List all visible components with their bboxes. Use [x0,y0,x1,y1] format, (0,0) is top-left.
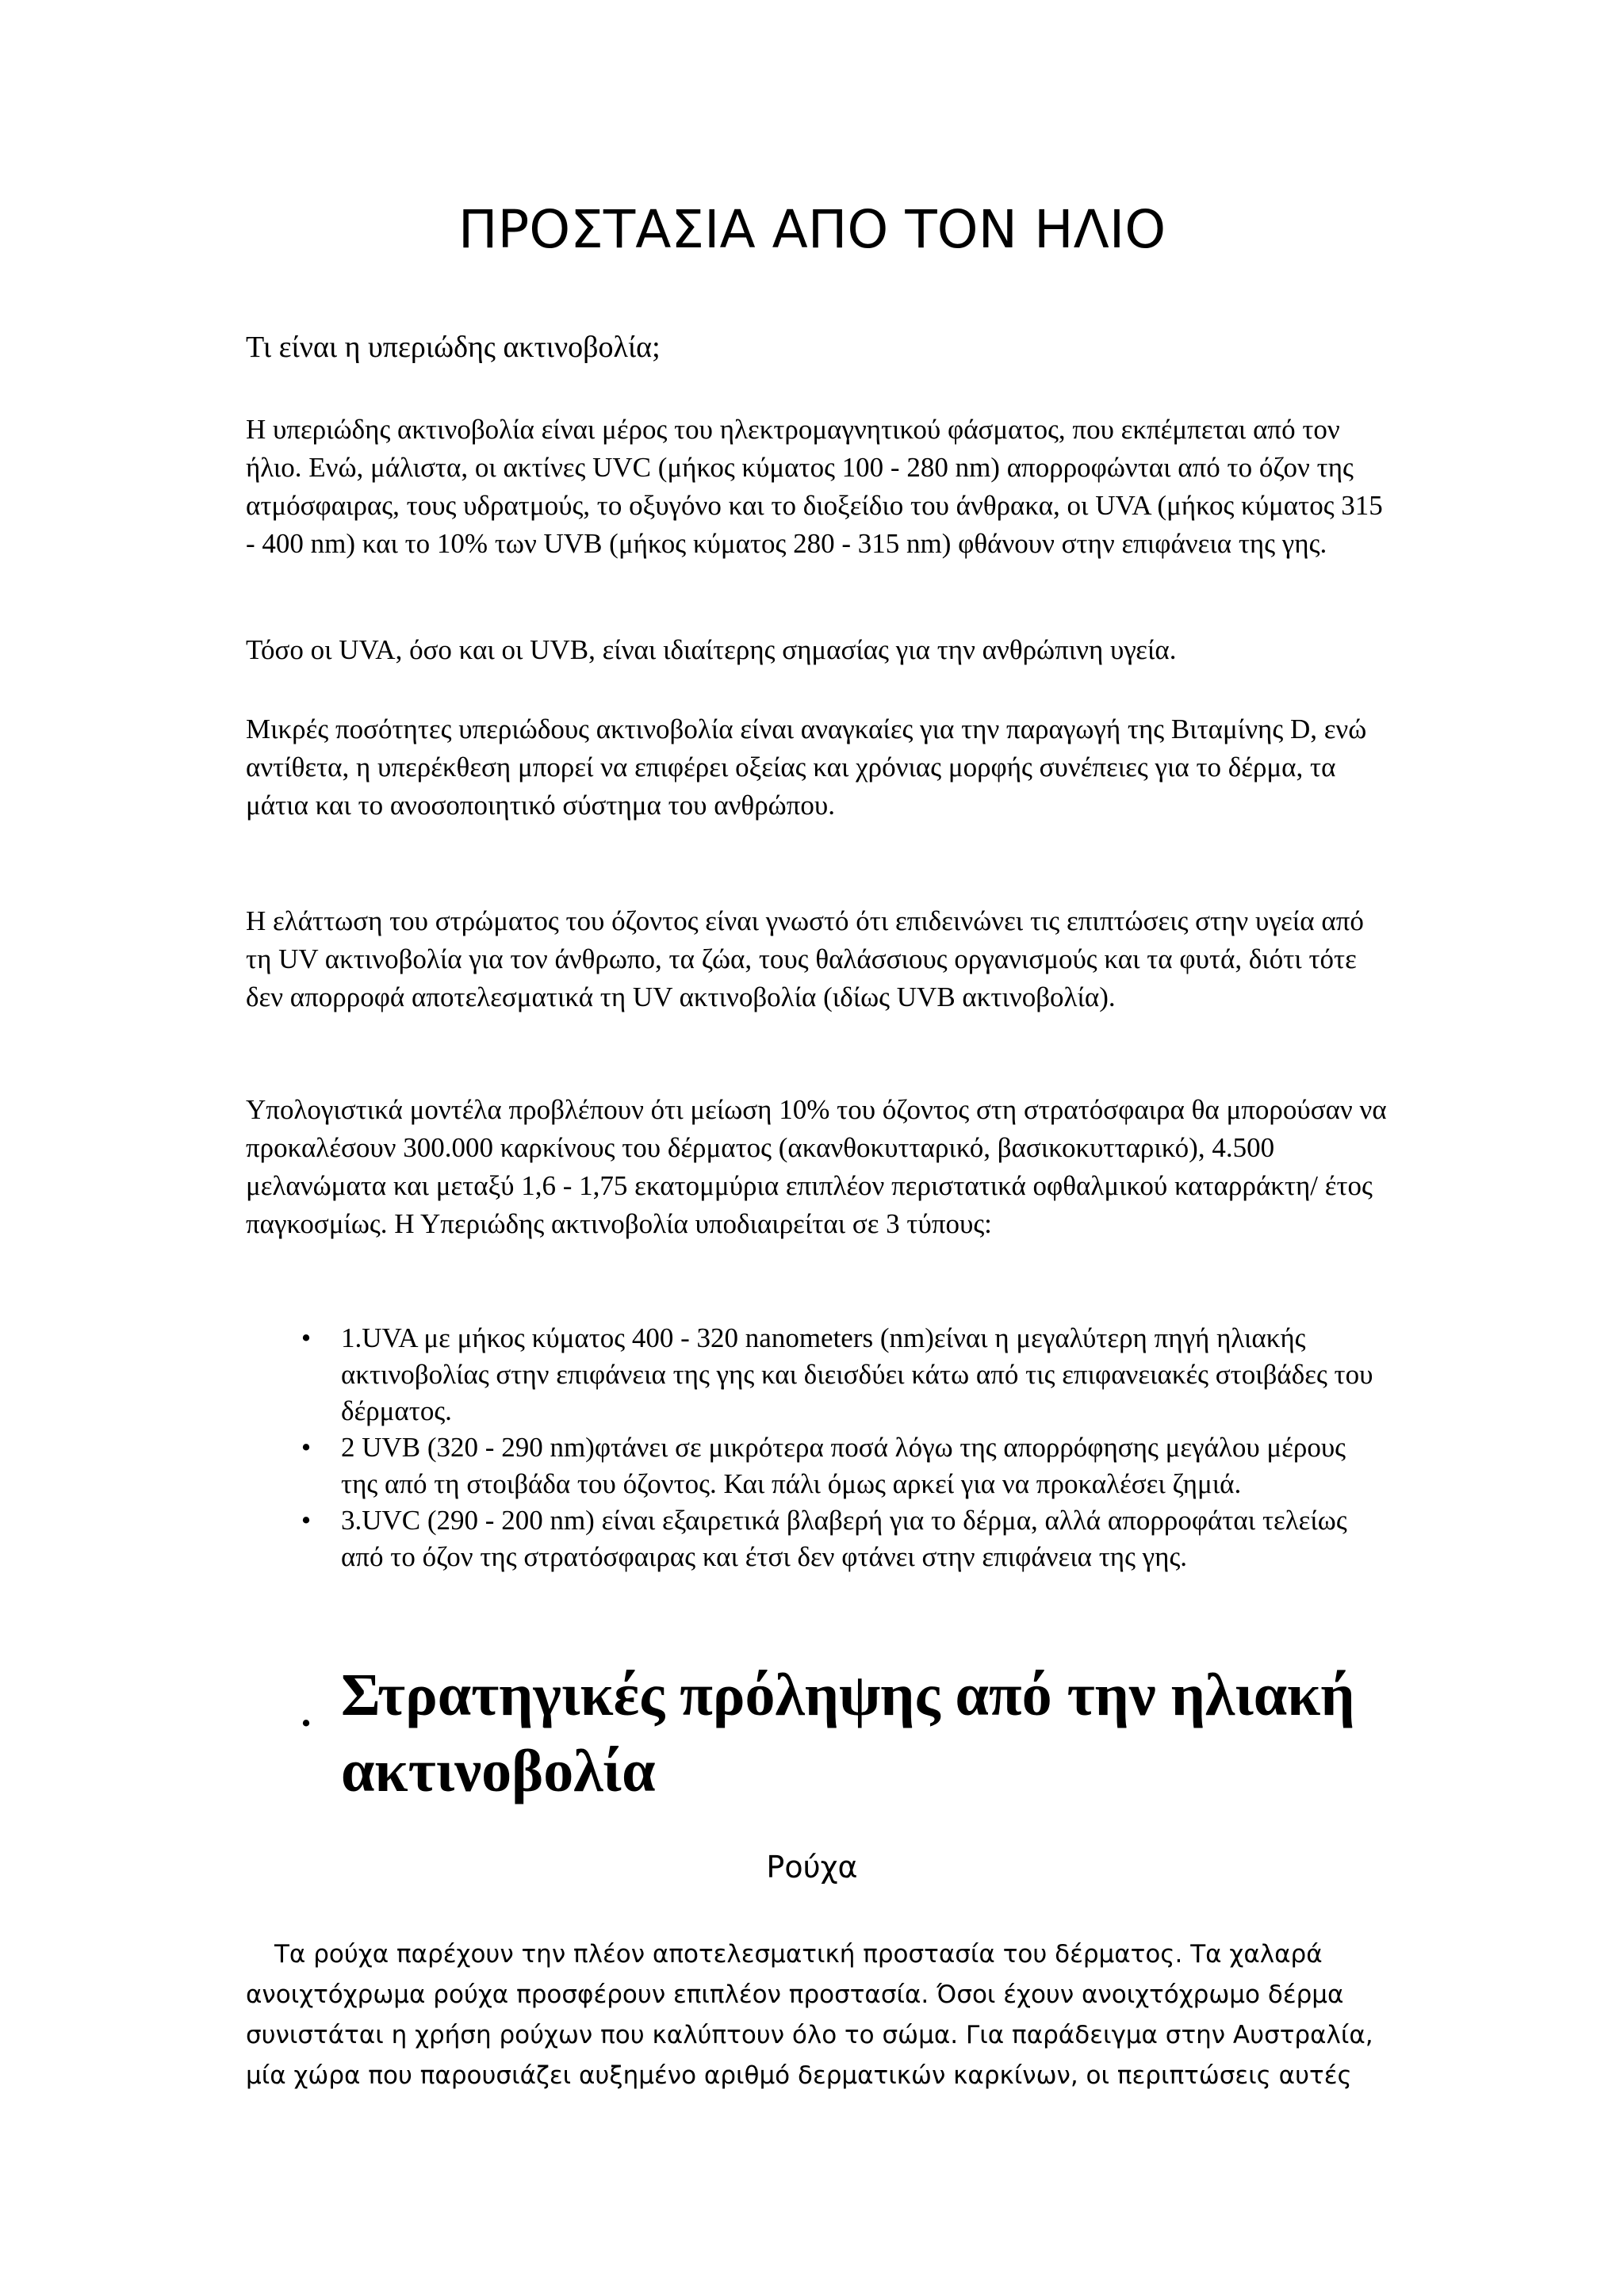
clothing-heading: Ρούχα [766,1850,858,1885]
strategies-heading: Στρατηγικές πρόληψης από την ηλιακή ακτινοβολία [341,1662,1355,1804]
section-question-heading: Τι είναι η υπεριώδης ακτινοβολία; [246,331,661,364]
list-item-uvb [246,1429,1388,1502]
list-item-uvc [246,1502,1388,1575]
paragraph-uv-definition: Η υπεριώδης ακτινοβολία είναι μέρος του ηλεκτρομαγνητικού φάσματος, που εκπέμπεται από τον ήλιο. Ενώ, μάλιστα, οι ακτίνες UVC (μήκος κύματος 100 - 280 nm) απορροφώνται από το όζον της ατμόσφαιρας, τους υδρατμούς, το οξυγόνο και το διοξείδιο του άνθρακα, οι UVA (μήκος κύματος 315 - 400 nm) και το 10% των UVB (μήκος κύματος 280 - 315 nm) φθάνουν στην επιφάνεια της γης. [246,414,1383,559]
uv-types-list [246,1320,1388,1575]
bullet-icon: • [301,1432,312,1463]
bullet-icon: • [301,1322,312,1353]
bullet-icon: • [301,1708,312,1739]
list-item-uva [246,1320,1388,1429]
paragraph-uva-uvb-importance: Τόσο οι UVA, όσο και οι UVB, είναι ιδιαίτερης σημασίας για την ανθρώπινη υγεία. [246,634,1177,665]
paragraph-clothing: Τα ρούχα παρέχουν την πλέον αποτελεσματική προστασία του δέρματος. Τα χαλαρά ανοιχτόχρωμα ρούχα προσφέρουν επιπλέον προστασία. Όσοι έχουν ανοιχτόχρωμο δέρμα συνιστάται η χρήση ρούχων που καλύπτουν όλο το σώμα. Για παράδειγμα στην Αυστραλία, μία χώρα που παρουσιάζει αυξημένο αριθμό δερματικών καρκίνων, οι περιπτώσεις αυτές [246,1940,1373,2090]
list-item-text: 3.UVC (290 - 200 nm) είναι εξαιρετικά βλαβερή για το δέρμα, αλλά απορροφάται τελείως από το όζον της στρατόσφαιρας και έτσι δεν φτάνει στην επιφάνεια της γης. [341,1505,1347,1572]
paragraph-computational-models: Υπολογιστικά μοντέλα προβλέπουν ότι μείωση 10% του όζοντος στη στρατόσφαιρα θα μπορούσαν να προκαλέσουν 300.000 καρκίνους του δέρματος (ακανθοκυτταρικό, βασικοκυτταρικό), 4.500 μελανώματα και μεταξύ 1,6 - 1,75 εκατομμύρια επιπλέον περιστατικά οφθαλμικού καταρράκτη/ έτος παγκοσμίως. Η Υπεριώδης ακτινοβολία υποδιαιρείται σε 3 τύπους: [246,1094,1387,1239]
bullet-icon: • [301,1505,312,1536]
strategies-heading-item [246,1657,1388,1809]
list-item-text: 2 UVB (320 - 290 nm)φτάνει σε μικρότερα ποσά λόγω της απορρόφησης μεγάλου μέρους της από τη στοιβάδα του όζοντος. Και πάλι όμως αρκεί για να προκαλέσει ζημιά. [341,1432,1346,1499]
list-item-text: 1.UVA με μήκος κύματος 400 - 320 nanometers (nm)είναι η μεγαλύτερη πηγή ηλιακής ακτινοβολίας στην επιφάνεια της γης και διεισδύει κάτω από τις επιφανειακές στοιβάδες του δέρματος. [341,1322,1373,1426]
paragraph-ozone-depletion: Η ελάττωση του στρώματος του όζοντος είναι γνωστό ότι επιδεινώνει τις επιπτώσεις στην υγεία από τη UV ακτινοβολία για τον άνθρωπο, τα ζώα, τους θαλάσσιους οργανισμούς και τα φυτά, διότι τότε δεν απορροφά αποτελεσματικά τη UV ακτινοβολία (ιδίως UVB ακτινοβολία). [246,905,1364,1012]
paragraph-vitamin-d: Μικρές ποσότητες υπεριώδους ακτινοβολία είναι αναγκαίες για την παραγωγή της Βιταμίνης D, ενώ αντίθετα, η υπερέκθεση μπορεί να επιφέρει οξείας και χρόνιας μορφής συνέπειες για το δέρμα, τα μάτια και το ανοσοποιητικό σύστημα του ανθρώπου. [246,714,1367,821]
page-title: ΠΡΟΣΤΑΣΙΑ ΑΠΟ ΤΟΝ ΗΛΙΟ [458,199,1166,260]
